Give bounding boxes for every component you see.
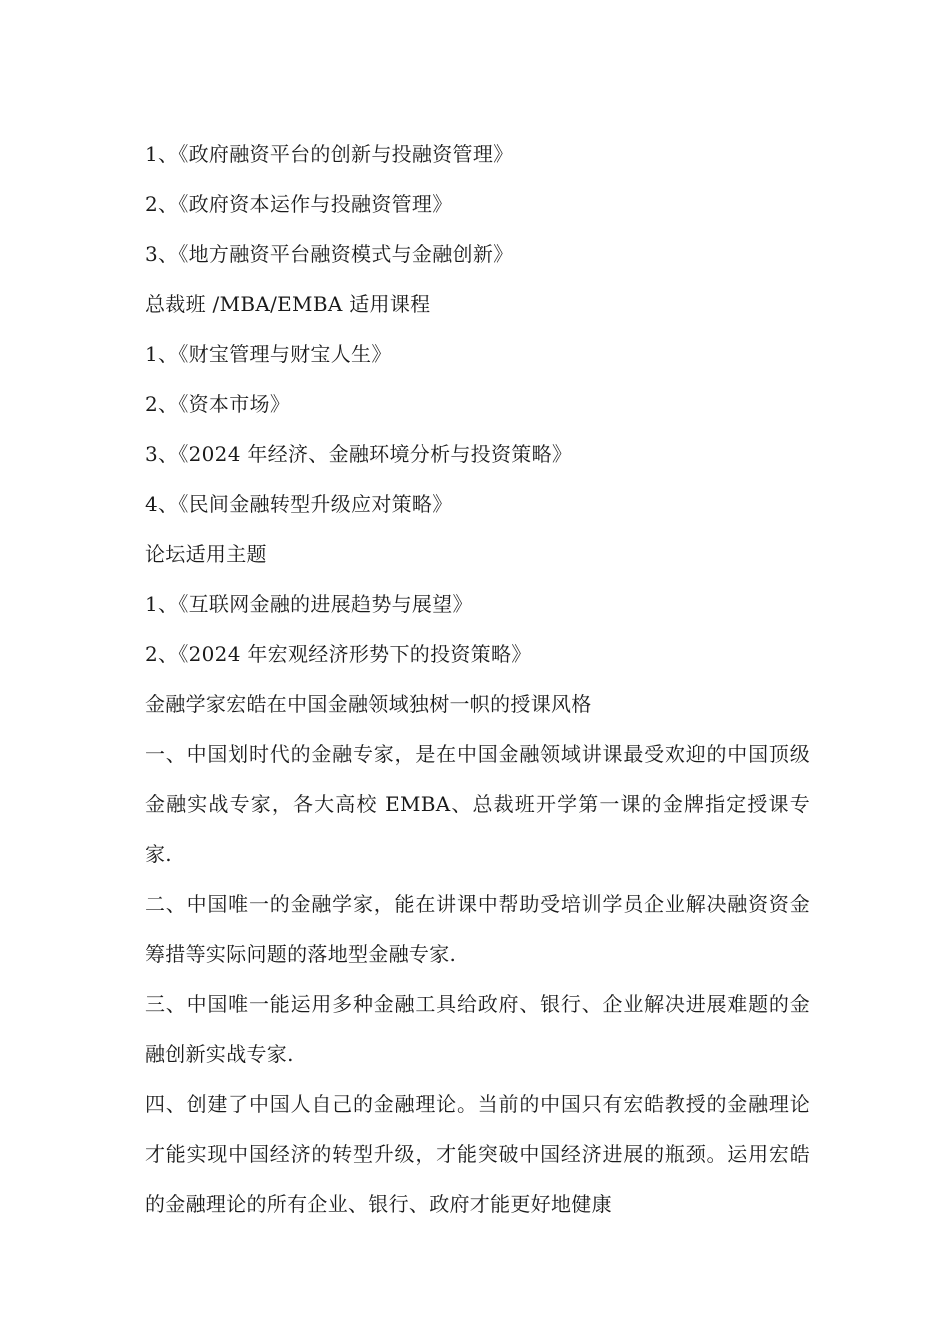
course-item: 2、《资本市场》 <box>145 392 291 416</box>
document-body <box>145 129 810 1229</box>
course-item: 2、《2024 年宏观经济形势下的投资策略》 <box>145 642 532 666</box>
course-item: 1、《政府融资平台的创新与投融资管理》 <box>145 142 514 166</box>
section-heading: 金融学家宏皓在中国金融领域独树一帜的授课风格 <box>145 692 592 716</box>
course-item: 3、《地方融资平台融资模式与金融创新》 <box>145 242 514 266</box>
course-item: 3、《2024 年经济、金融环境分析与投资策略》 <box>145 442 573 466</box>
course-item: 1、《互联网金融的进展趋势与展望》 <box>145 592 473 616</box>
course-item: 1、《财宝管理与财宝人生》 <box>145 342 392 366</box>
body-paragraph: 一、中国划时代的金融专家，是在中国金融领域讲课最受欢迎的中国顶级金融实战专家，各大高校 EMBA、总裁班开学第一课的金牌指定授课专家. <box>145 742 810 866</box>
course-item: 4、《民间金融转型升级应对策略》 <box>145 492 453 516</box>
body-paragraph: 三、中国唯一能运用多种金融工具给政府、银行、企业解决进展难题的金融创新实战专家. <box>145 992 810 1066</box>
section-heading: 总裁班 /MBA/EMBA 适用课程 <box>145 292 431 316</box>
body-paragraph: 四、创建了中国人自己的金融理论。当前的中国只有宏皓教授的金融理论才能实现中国经济的转型升级，才能突破中国经济进展的瓶颈。运用宏皓的金融理论的所有企业、银行、政府才能更好地健康 <box>145 1092 810 1216</box>
body-paragraph: 二、中国唯一的金融学家，能在讲课中帮助受培训学员企业解决融资资金筹措等实际问题的落地型金融专家. <box>145 892 810 966</box>
course-item: 2、《政府资本运作与投融资管理》 <box>145 192 453 216</box>
section-heading: 论坛适用主题 <box>145 542 267 566</box>
